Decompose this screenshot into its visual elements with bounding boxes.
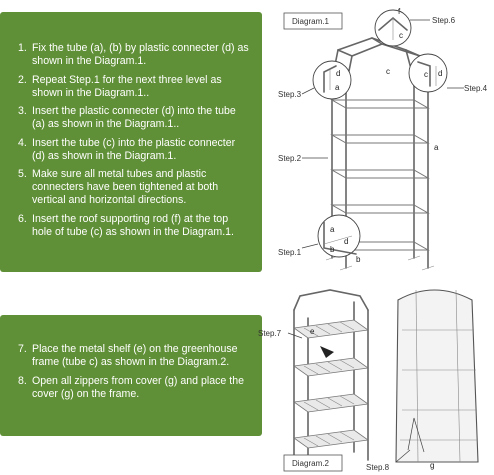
step-number: 5. <box>18 168 27 180</box>
detail-circle-step4 <box>409 54 488 93</box>
letter-e: e <box>310 327 315 336</box>
step-number: 8. <box>18 374 27 387</box>
step-text: Insert the roof supporting rod (f) at the top hole of tube (c) as shown in the Diagram.1. <box>32 212 234 238</box>
letter-d-right: d <box>438 69 443 78</box>
step-item <box>18 213 250 239</box>
diagram-1-title: Diagram.1 <box>292 17 329 26</box>
step-text: Repeat Step.1 for the next three level as shown in the Diagram.1.. <box>32 73 222 99</box>
letter-c-top: c <box>399 31 403 40</box>
detail-circle-step1 <box>278 215 361 264</box>
step-text: Insert the tube (c) into the plastic connecter (d) as shown in the Diagram.1. <box>32 136 236 162</box>
step-item <box>18 74 250 100</box>
step-item <box>18 343 250 369</box>
step-number: 1. <box>18 42 27 54</box>
frame-2 <box>294 290 368 468</box>
instructions-panel-1 <box>0 12 262 272</box>
step-number: 6. <box>18 212 27 225</box>
letter-a-frame: a <box>434 143 439 152</box>
step-number: 7. <box>18 343 27 355</box>
step-text: Make sure all metal tubes and plastic connecters have been tightened at both vertical and horizontal directions. <box>32 168 219 206</box>
letter-c-right: c <box>424 70 428 79</box>
letter-f: f <box>398 7 401 16</box>
diagram-2-title: Diagram.2 <box>292 459 329 468</box>
step-item <box>18 375 250 401</box>
step-number: 2. <box>18 73 27 86</box>
letter-b-bottom-2: b <box>356 255 361 264</box>
step-text: Open all zippers from cover (g) and place the cover (g) on the frame. <box>32 374 244 400</box>
letter-b-bottom-1: b <box>330 245 335 254</box>
letter-c-frame: c <box>386 67 390 76</box>
label-step6: Step.6 <box>432 16 456 25</box>
diagram-1 <box>278 7 488 270</box>
label-step1: Step.1 <box>278 248 302 257</box>
step-number: 4. <box>18 136 27 149</box>
step-text: Insert the plastic connecter (d) into the tube (a) as shown in the Diagram.1.. <box>32 105 236 130</box>
label-step7: Step.7 <box>258 329 282 338</box>
label-step2: Step.2 <box>278 154 302 163</box>
steps-list-2 <box>18 343 250 401</box>
step-item <box>18 168 250 207</box>
step-item <box>18 42 250 68</box>
letter-d-left: d <box>336 69 341 78</box>
step-item <box>18 105 250 131</box>
step-text: Fix the tube (a), (b) by plastic connecter (d) as shown in the Diagram.1. <box>32 42 249 67</box>
detail-circle-step6 <box>375 7 456 46</box>
letter-a-bottom: a <box>330 225 335 234</box>
letter-d-bottom: d <box>344 237 349 246</box>
instructions-panel-2 <box>0 315 262 436</box>
diagram-2 <box>258 290 478 472</box>
step-item <box>18 137 250 163</box>
assembly-diagrams <box>258 0 494 475</box>
label-step3: Step.3 <box>278 90 302 99</box>
step-number: 3. <box>18 105 27 117</box>
step-text: Place the metal shelf (e) on the greenhouse frame (tube c) as shown in the Diagram.2. <box>32 343 238 368</box>
letter-a-left: a <box>335 83 340 92</box>
letter-g: g <box>430 461 435 470</box>
label-step4: Step.4 <box>464 84 488 93</box>
detail-circle-step3 <box>278 61 351 99</box>
label-step8: Step.8 <box>366 463 390 472</box>
cover-illustration <box>396 290 478 462</box>
steps-list-1 <box>18 42 250 239</box>
